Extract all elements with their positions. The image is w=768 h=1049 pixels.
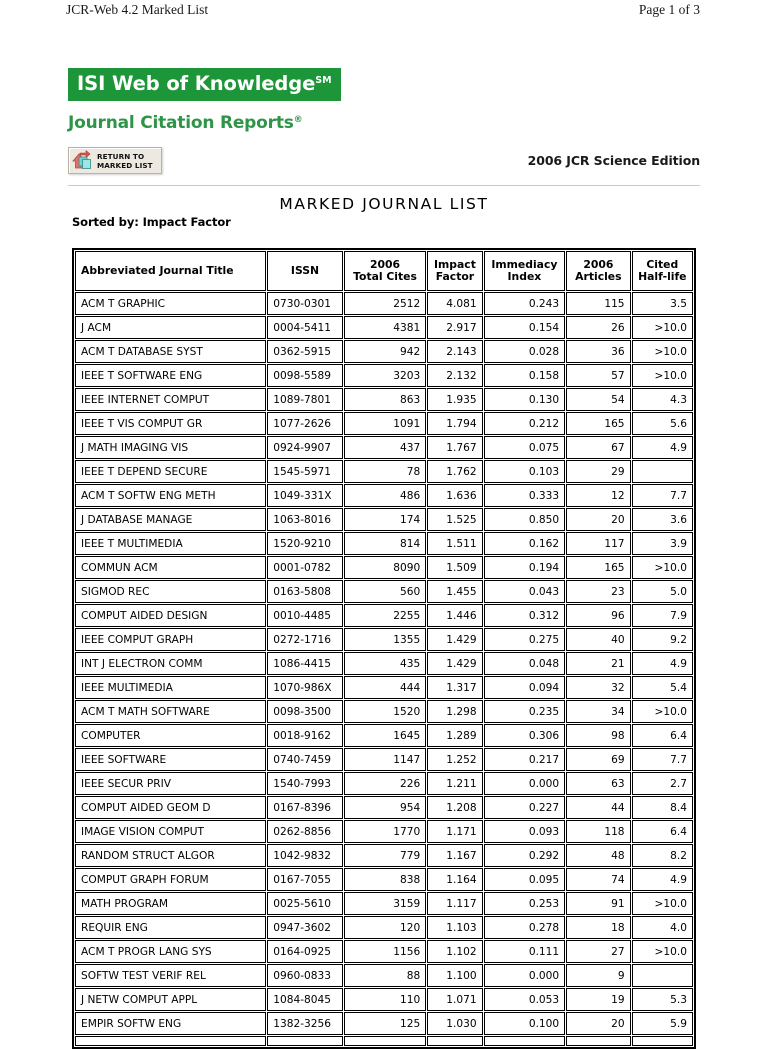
- cell-cited-half-life: >10.0: [632, 940, 693, 963]
- column-header-articles-line2: Articles: [575, 270, 622, 283]
- cell-total-cites: 1520: [344, 700, 427, 723]
- cell-journal-title[interactable]: EMPIR SOFTW ENG: [75, 1012, 266, 1035]
- cell-issn: 0004-5411: [267, 316, 342, 339]
- print-header-title: JCR-Web 4.2 Marked List: [66, 2, 209, 17]
- cell-journal-title[interactable]: J MATH IMAGING VIS: [75, 436, 266, 459]
- cell-total-cites: 1355: [344, 628, 427, 651]
- cell-cited-half-life: >10.0: [632, 892, 693, 915]
- column-header-impact-factor-line2: Factor: [435, 270, 475, 283]
- table-row: [75, 460, 693, 483]
- cell-journal-title[interactable]: ACM T DATABASE SYST: [75, 340, 266, 363]
- cell-immediacy-index: 0.212: [484, 412, 566, 435]
- table-row: [75, 340, 693, 363]
- cell-cited-half-life: 7.7: [632, 748, 693, 771]
- cell-cited-half-life: 4.9: [632, 868, 693, 891]
- cell-articles: 67: [566, 436, 630, 459]
- cell-cited-half-life: [632, 460, 693, 483]
- cell-cited-half-life: [632, 1036, 693, 1046]
- cell-impact-factor: 1.794: [427, 412, 482, 435]
- cell-impact-factor: 2.917: [427, 316, 482, 339]
- cell-impact-factor: 1.935: [427, 388, 482, 411]
- cell-total-cites: 226: [344, 772, 427, 795]
- cell-impact-factor: 1.164: [427, 868, 482, 891]
- cell-cited-half-life: 7.7: [632, 484, 693, 507]
- cell-cited-half-life: 5.3: [632, 988, 693, 1011]
- table-row-partial: [75, 1036, 693, 1046]
- table-row: [75, 292, 693, 315]
- cell-issn: 1382-3256: [267, 1012, 342, 1035]
- cell-impact-factor: 4.081: [427, 292, 482, 315]
- cell-impact-factor: 1.167: [427, 844, 482, 867]
- cell-articles: 32: [566, 676, 630, 699]
- cell-total-cites: 78: [344, 460, 427, 483]
- cell-total-cites: 435: [344, 652, 427, 675]
- table-header: [75, 251, 693, 291]
- cell-impact-factor: 1.762: [427, 460, 482, 483]
- brand-area: [68, 68, 708, 133]
- cell-immediacy-index: 0.075: [484, 436, 566, 459]
- cell-cited-half-life: 5.9: [632, 1012, 693, 1035]
- cell-total-cites: 560: [344, 580, 427, 603]
- return-button-label: [97, 152, 153, 170]
- cell-issn: 0010-4485: [267, 604, 342, 627]
- cell-impact-factor: 1.509: [427, 556, 482, 579]
- cell-issn: 0924-9907: [267, 436, 342, 459]
- cell-impact-factor: 1.289: [427, 724, 482, 747]
- cell-impact-factor: 1.211: [427, 772, 482, 795]
- table-row: [75, 748, 693, 771]
- cell-issn: 0960-0833: [267, 964, 342, 987]
- page-title: MARKED JOURNAL LIST: [279, 195, 489, 213]
- cell-issn: 1540-7993: [267, 772, 342, 795]
- cell-immediacy-index: 0.100: [484, 1012, 566, 1035]
- table-row: [75, 700, 693, 723]
- cell-cited-half-life: 2.7: [632, 772, 693, 795]
- column-header-cited-half-life-line1: Cited: [646, 258, 679, 271]
- cell-issn: 1077-2626: [267, 412, 342, 435]
- cell-issn: 0098-3500: [267, 700, 342, 723]
- cell-immediacy-index: 0.000: [484, 964, 566, 987]
- cell-cited-half-life: 8.4: [632, 796, 693, 819]
- cell-impact-factor: 1.102: [427, 940, 482, 963]
- sort-indicator: Sorted by: Impact Factor: [72, 215, 231, 229]
- cell-total-cites: 444: [344, 676, 427, 699]
- cell-impact-factor: 1.071: [427, 988, 482, 1011]
- cell-cited-half-life: 6.4: [632, 820, 693, 843]
- cell-impact-factor: 2.143: [427, 340, 482, 363]
- cell-impact-factor: 1.429: [427, 628, 482, 651]
- cell-immediacy-index: 0.275: [484, 628, 566, 651]
- cell-issn: 1086-4415: [267, 652, 342, 675]
- cell-journal-title[interactable]: J ACM: [75, 316, 266, 339]
- cell-articles: 117: [566, 532, 630, 555]
- cell-immediacy-index: 0.130: [484, 388, 566, 411]
- table-row: [75, 580, 693, 603]
- table-row: [75, 676, 693, 699]
- column-header-impact-factor[interactable]: [427, 251, 482, 291]
- cell-impact-factor: 1.100: [427, 964, 482, 987]
- cell-total-cites: 1156: [344, 940, 427, 963]
- cell-issn: 0272-1716: [267, 628, 342, 651]
- column-header-immediacy-index-line2: Index: [507, 270, 542, 283]
- cell-total-cites: 3203: [344, 364, 427, 387]
- cell-articles: 23: [566, 580, 630, 603]
- table-row: [75, 484, 693, 507]
- table-row: [75, 436, 693, 459]
- cell-immediacy-index: 0.093: [484, 820, 566, 843]
- cell-journal-title[interactable]: ACM T MATH SOFTWARE: [75, 700, 266, 723]
- cell-articles: 44: [566, 796, 630, 819]
- return-button-line1: RETURN TO: [97, 151, 145, 161]
- cell-articles: 40: [566, 628, 630, 651]
- cell-articles: 118: [566, 820, 630, 843]
- cell-total-cites: 110: [344, 988, 427, 1011]
- table-row: [75, 988, 693, 1011]
- cell-issn: 0362-5915: [267, 340, 342, 363]
- table-row: [75, 388, 693, 411]
- cell-articles: 165: [566, 556, 630, 579]
- cell-journal-title[interactable]: ACM T GRAPHIC: [75, 292, 266, 315]
- cell-issn: 1545-5971: [267, 460, 342, 483]
- cell-total-cites: 838: [344, 868, 427, 891]
- cell-cited-half-life: 3.6: [632, 508, 693, 531]
- table-row: [75, 868, 693, 891]
- cell-journal-title[interactable]: IEEE SECUR PRIV: [75, 772, 266, 795]
- column-header-immediacy-index[interactable]: [484, 251, 566, 291]
- cell-total-cites: 2255: [344, 604, 427, 627]
- print-header-page-number: Page 1 of 3: [638, 2, 700, 17]
- cell-articles: 91: [566, 892, 630, 915]
- cell-issn: 1084-8045: [267, 988, 342, 1011]
- cell-journal-title[interactable]: IEEE MULTIMEDIA: [75, 676, 266, 699]
- cell-journal-title[interactable]: COMPUT GRAPH FORUM: [75, 868, 266, 891]
- table-row: [75, 820, 693, 843]
- cell-immediacy-index: 0.053: [484, 988, 566, 1011]
- cell-journal-title[interactable]: J DATABASE MANAGE: [75, 508, 266, 531]
- cell-issn: 0167-7055: [267, 868, 342, 891]
- cell-journal-title[interactable]: RANDOM STRUCT ALGOR: [75, 844, 266, 867]
- cell-issn: 1042-9832: [267, 844, 342, 867]
- column-header-articles[interactable]: [566, 251, 630, 291]
- cell-total-cites: 942: [344, 340, 427, 363]
- cell-issn: 0947-3602: [267, 916, 342, 939]
- cell-impact-factor: 1.117: [427, 892, 482, 915]
- table-row: [75, 364, 693, 387]
- cell-journal-title[interactable]: REQUIR ENG: [75, 916, 266, 939]
- cell-journal-title[interactable]: SIGMOD REC: [75, 580, 266, 603]
- cell-total-cites: 779: [344, 844, 427, 867]
- cell-impact-factor: [427, 1036, 482, 1046]
- cell-articles: 115: [566, 292, 630, 315]
- cell-journal-title[interactable]: COMMUN ACM: [75, 556, 266, 579]
- cell-journal-title[interactable]: IEEE T MULTIMEDIA: [75, 532, 266, 555]
- cell-total-cites: 2512: [344, 292, 427, 315]
- table-row: [75, 508, 693, 531]
- cell-impact-factor: 1.511: [427, 532, 482, 555]
- cell-issn: 0167-8396: [267, 796, 342, 819]
- table-row: [75, 724, 693, 747]
- cell-issn: 0098-5589: [267, 364, 342, 387]
- cell-immediacy-index: 0.111: [484, 940, 566, 963]
- cell-issn: 1520-9210: [267, 532, 342, 555]
- cell-impact-factor: 1.525: [427, 508, 482, 531]
- cell-issn: 0163-5808: [267, 580, 342, 603]
- cell-cited-half-life: >10.0: [632, 556, 693, 579]
- cell-articles: 36: [566, 340, 630, 363]
- cell-total-cites: 1770: [344, 820, 427, 843]
- column-header-total-cites-line1: 2006: [369, 258, 401, 271]
- print-header: [0, 0, 768, 26]
- cell-impact-factor: 2.132: [427, 364, 482, 387]
- cell-total-cites: 863: [344, 388, 427, 411]
- cell-cited-half-life: 5.4: [632, 676, 693, 699]
- cell-issn: 1089-7801: [267, 388, 342, 411]
- cell-issn: 0025-5610: [267, 892, 342, 915]
- cell-immediacy-index: 0.312: [484, 604, 566, 627]
- cell-immediacy-index: 0.000: [484, 772, 566, 795]
- cell-journal-title[interactable]: J NETW COMPUT APPL: [75, 988, 266, 1011]
- table-body: [75, 292, 693, 1046]
- cell-articles: [566, 1036, 630, 1046]
- cell-cited-half-life: 6.4: [632, 724, 693, 747]
- cell-immediacy-index: 0.306: [484, 724, 566, 747]
- table-row: [75, 892, 693, 915]
- cell-articles: 63: [566, 772, 630, 795]
- cell-issn: [267, 1036, 342, 1046]
- cell-impact-factor: 1.298: [427, 700, 482, 723]
- header-divider: [68, 185, 700, 186]
- cell-total-cites: 1147: [344, 748, 427, 771]
- column-header-articles-line1: 2006: [583, 258, 614, 271]
- cell-cited-half-life: 5.6: [632, 412, 693, 435]
- return-button-line2: MARKED LIST: [97, 160, 153, 170]
- cell-articles: 48: [566, 844, 630, 867]
- table-row: [75, 412, 693, 435]
- cell-immediacy-index: 0.043: [484, 580, 566, 603]
- cell-journal-title[interactable]: IEEE T DEPEND SECURE: [75, 460, 266, 483]
- cell-impact-factor: 1.767: [427, 436, 482, 459]
- cell-issn: 0018-9162: [267, 724, 342, 747]
- cell-cited-half-life: 4.9: [632, 436, 693, 459]
- service-mark-superscript: SM: [315, 75, 332, 86]
- cell-journal-title[interactable]: ACM T PROGR LANG SYS: [75, 940, 266, 963]
- cell-total-cites: 486: [344, 484, 427, 507]
- cell-issn: 0740-7459: [267, 748, 342, 771]
- column-header-issn-line1: ISSN: [290, 264, 320, 277]
- isi-web-of-knowledge-logo: [68, 68, 341, 101]
- cell-impact-factor: 1.208: [427, 796, 482, 819]
- cell-impact-factor: 1.252: [427, 748, 482, 771]
- cell-total-cites: 1645: [344, 724, 427, 747]
- cell-total-cites: 4381: [344, 316, 427, 339]
- cell-immediacy-index: 0.028: [484, 340, 566, 363]
- cell-journal-title[interactable]: IEEE INTERNET COMPUT: [75, 388, 266, 411]
- cell-articles: 20: [566, 508, 630, 531]
- cell-articles: 27: [566, 940, 630, 963]
- cell-total-cites: 437: [344, 436, 427, 459]
- column-header-immediacy-index-line1: Immediacy: [491, 258, 558, 271]
- table-row: [75, 940, 693, 963]
- cell-impact-factor: 1.636: [427, 484, 482, 507]
- cell-total-cites: 120: [344, 916, 427, 939]
- table-row: [75, 916, 693, 939]
- cell-total-cites: 8090: [344, 556, 427, 579]
- cell-articles: 74: [566, 868, 630, 891]
- column-header-cited-half-life[interactable]: [632, 251, 693, 291]
- cell-immediacy-index: 0.292: [484, 844, 566, 867]
- cell-cited-half-life: >10.0: [632, 316, 693, 339]
- jcr-title-text: Journal Citation Reports: [68, 112, 294, 133]
- cell-articles: 69: [566, 748, 630, 771]
- cell-cited-half-life: 5.0: [632, 580, 693, 603]
- cell-immediacy-index: 0.278: [484, 916, 566, 939]
- cell-impact-factor: 1.171: [427, 820, 482, 843]
- table-row: [75, 628, 693, 651]
- cell-articles: 29: [566, 460, 630, 483]
- cell-immediacy-index: [484, 1036, 566, 1046]
- cell-articles: 20: [566, 1012, 630, 1035]
- table-row: [75, 844, 693, 867]
- cell-immediacy-index: 0.095: [484, 868, 566, 891]
- cell-journal-title: [75, 1036, 266, 1046]
- cell-cited-half-life: 4.9: [632, 652, 693, 675]
- marked-journal-table: [72, 248, 696, 1049]
- column-header-impact-factor-line1: Impact: [434, 258, 476, 271]
- cell-journal-title[interactable]: MATH PROGRAM: [75, 892, 266, 915]
- cell-impact-factor: 1.030: [427, 1012, 482, 1035]
- cell-cited-half-life: 3.9: [632, 532, 693, 555]
- cell-immediacy-index: 0.158: [484, 364, 566, 387]
- cell-issn: 1063-8016: [267, 508, 342, 531]
- cell-impact-factor: 1.429: [427, 652, 482, 675]
- cell-articles: 96: [566, 604, 630, 627]
- cell-cited-half-life: 8.2: [632, 844, 693, 867]
- cell-cited-half-life: >10.0: [632, 700, 693, 723]
- cell-immediacy-index: 0.194: [484, 556, 566, 579]
- column-header-title-line1: Abbreviated Journal Title: [81, 264, 234, 277]
- cell-immediacy-index: 0.162: [484, 532, 566, 555]
- cell-impact-factor: 1.455: [427, 580, 482, 603]
- cell-journal-title[interactable]: IEEE COMPUT GRAPH: [75, 628, 266, 651]
- cell-total-cites: 125: [344, 1012, 427, 1035]
- table-row: [75, 772, 693, 795]
- cell-articles: 54: [566, 388, 630, 411]
- cell-journal-title[interactable]: IEEE SOFTWARE: [75, 748, 266, 771]
- cell-issn: 0001-0782: [267, 556, 342, 579]
- cell-immediacy-index: 0.243: [484, 292, 566, 315]
- cell-total-cites: 814: [344, 532, 427, 555]
- cell-articles: 26: [566, 316, 630, 339]
- cell-articles: 57: [566, 364, 630, 387]
- journal-citation-reports-title: [68, 113, 708, 133]
- cell-immediacy-index: 0.094: [484, 676, 566, 699]
- column-header-total-cites[interactable]: [344, 251, 427, 291]
- cell-journal-title[interactable]: IMAGE VISION COMPUT: [75, 820, 266, 843]
- cell-total-cites: 954: [344, 796, 427, 819]
- cell-cited-half-life: 4.0: [632, 916, 693, 939]
- return-to-marked-list-button[interactable]: [68, 147, 162, 174]
- cell-issn: 0730-0301: [267, 292, 342, 315]
- column-header-total-cites-line2: Total Cites: [353, 270, 417, 283]
- cell-impact-factor: 1.103: [427, 916, 482, 939]
- cell-immediacy-index: 0.103: [484, 460, 566, 483]
- cell-immediacy-index: 0.235: [484, 700, 566, 723]
- column-header-cited-half-life-line2: Half-life: [638, 270, 687, 283]
- registered-trademark-icon: ®: [293, 114, 303, 125]
- cell-cited-half-life: 3.5: [632, 292, 693, 315]
- cell-journal-title[interactable]: IEEE T SOFTWARE ENG: [75, 364, 266, 387]
- cell-total-cites: 174: [344, 508, 427, 531]
- table-row: [75, 796, 693, 819]
- cell-issn: 0262-8856: [267, 820, 342, 843]
- table-row: [75, 964, 693, 987]
- cell-articles: 34: [566, 700, 630, 723]
- cell-articles: 9: [566, 964, 630, 987]
- home-with-list-icon: [71, 150, 97, 171]
- cell-immediacy-index: 0.048: [484, 652, 566, 675]
- cell-articles: 18: [566, 916, 630, 939]
- cell-cited-half-life: >10.0: [632, 340, 693, 363]
- cell-total-cites: 3159: [344, 892, 427, 915]
- cell-immediacy-index: 0.227: [484, 796, 566, 819]
- cell-articles: 19: [566, 988, 630, 1011]
- cell-journal-title[interactable]: COMPUTER: [75, 724, 266, 747]
- cell-cited-half-life: [632, 964, 693, 987]
- cell-articles: 98: [566, 724, 630, 747]
- cell-journal-title[interactable]: IEEE T VIS COMPUT GR: [75, 412, 266, 435]
- cell-immediacy-index: 0.333: [484, 484, 566, 507]
- column-header-title[interactable]: [75, 251, 266, 291]
- table-row: [75, 652, 693, 675]
- cell-impact-factor: 1.446: [427, 604, 482, 627]
- cell-cited-half-life: >10.0: [632, 364, 693, 387]
- cell-cited-half-life: 9.2: [632, 628, 693, 651]
- table-row: [75, 316, 693, 339]
- cell-journal-title[interactable]: SOFTW TEST VERIF REL: [75, 964, 266, 987]
- cell-articles: 21: [566, 652, 630, 675]
- column-header-issn[interactable]: [267, 251, 342, 291]
- cell-cited-half-life: 4.3: [632, 388, 693, 411]
- cell-immediacy-index: 0.850: [484, 508, 566, 531]
- edition-label: 2006 JCR Science Edition: [527, 153, 700, 168]
- table-row: [75, 532, 693, 555]
- cell-articles: 165: [566, 412, 630, 435]
- cell-total-cites: 1091: [344, 412, 427, 435]
- cell-articles: 12: [566, 484, 630, 507]
- cell-impact-factor: 1.317: [427, 676, 482, 699]
- isi-banner-text: ISI Web of Knowledge: [77, 72, 316, 95]
- table-row: [75, 604, 693, 627]
- cell-issn: 1049-331X: [267, 484, 342, 507]
- cell-issn: 1070-986X: [267, 676, 342, 699]
- cell-immediacy-index: 0.217: [484, 748, 566, 771]
- cell-immediacy-index: 0.154: [484, 316, 566, 339]
- cell-journal-title[interactable]: COMPUT AIDED GEOM D: [75, 796, 266, 819]
- cell-immediacy-index: 0.253: [484, 892, 566, 915]
- cell-journal-title[interactable]: INT J ELECTRON COMM: [75, 652, 266, 675]
- cell-total-cites: 88: [344, 964, 427, 987]
- cell-journal-title[interactable]: ACM T SOFTW ENG METH: [75, 484, 266, 507]
- cell-journal-title[interactable]: COMPUT AIDED DESIGN: [75, 604, 266, 627]
- table-row: [75, 556, 693, 579]
- cell-cited-half-life: 7.9: [632, 604, 693, 627]
- cell-issn: 0164-0925: [267, 940, 342, 963]
- cell-total-cites: [344, 1036, 427, 1046]
- table-header-row: [75, 251, 693, 291]
- marked-journal-table-wrap: [72, 248, 696, 1049]
